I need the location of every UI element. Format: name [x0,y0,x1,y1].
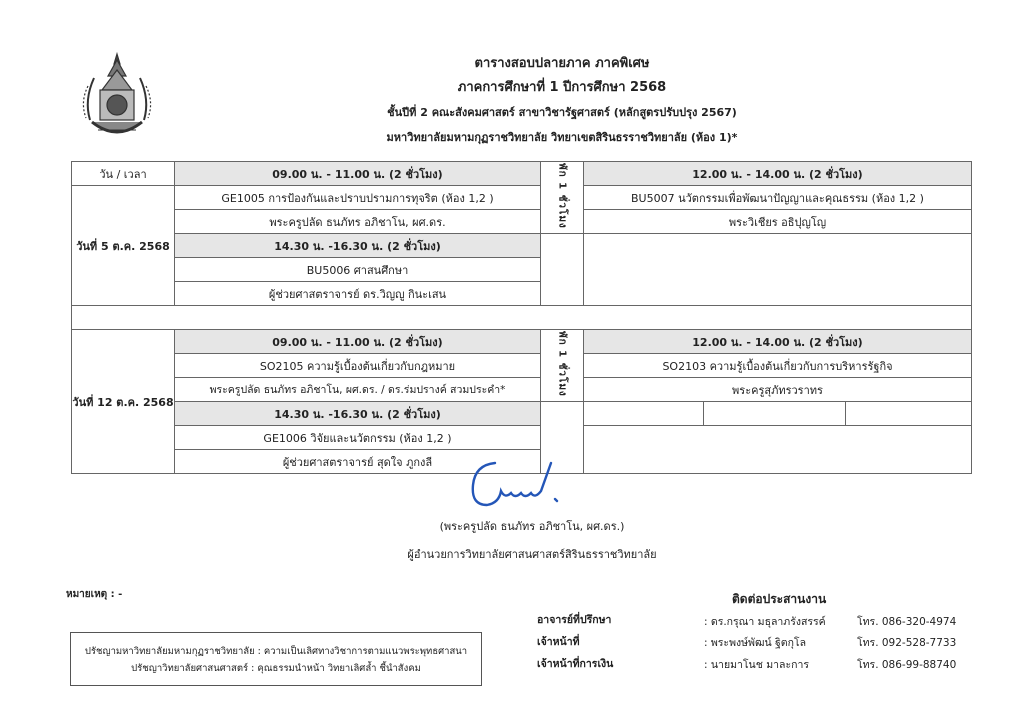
contact-name: : ดร.กรุณา มธุลาภรังสรรค์ [704,616,826,628]
university-philosophy: ปรัชญามหาวิทยาลัยมหามกุฏราชวิทยาลัย : ความเป็นเลิศทางวิชาการตามแนวพระพุทธศาสนา [84,646,468,657]
instructor-name: ผู้ช่วยศาสตราจารย์ สุดใจ ภูกงลี [175,450,541,474]
instructor-name: พระครูปลัด ธนภัทร อภิชาโน, ผศ.ดร. [175,210,541,234]
note: หมายเหตุ : - [66,589,123,600]
time-slot-afternoon: 14.30 น. -16.30 น. (2 ชั่วโมง) [175,234,541,258]
course-name: SO2105 ความรู้เบื้องต้นเกี่ยวกับกฎหมาย [175,354,541,378]
empty-cell [541,234,584,306]
exam-date: วันที่ 5 ต.ค. 2568 [72,186,175,306]
contact-phone: โทร. 086-99-88740 [857,659,957,671]
course-name: BU5006 ศาสนศึกษา [175,258,541,282]
instructor-name: ผู้ช่วยศาสตราจารย์ ดร.วิญญู กินะเสน [175,282,541,306]
empty-cell [584,426,972,474]
contact-phone: โทร. 086-320-4974 [857,616,957,628]
empty-cell [584,402,704,426]
contact-phone: โทร. 092-528-7733 [857,637,957,649]
program-line: ชั้นปีที่ 2 คณะสังคมศาสตร์ สาขาวิชารัฐศาสตร์ (หลักสูตรปรับปรุง 2567) [387,106,737,119]
signatory-position: ผู้อำนวยการวิทยาลัยศาสนศาสตร์สิรินธรราชวิทยาลัย [407,548,657,561]
course-name: GE1006 วิจัยและนวัตกรรม (ห้อง 1,2 ) [175,426,541,450]
exam-date: วันที่ 12 ต.ค. 2568 [72,330,175,474]
campus-line: มหาวิทยาลัยมหามกุฏราชวิทยาลัย วิทยาเขตสิรินธรราชวิทยาลัย (ห้อง 1)* [386,131,738,144]
contact-role: เจ้าหน้าที่ [537,636,580,648]
page-title: ตารางสอบปลายภาค ภาคพิเศษ [474,56,650,71]
break-column [541,330,584,402]
break-label: พัก 1 ชั่วโมง [556,163,568,229]
course-name: SO2103 ความรู้เบื้องต้นเกี่ยวกับการบริหารรัฐกิจ [584,354,972,378]
time-slot-morning: 09.00 น. - 11.00 น. (2 ชั่วโมง) [175,162,541,186]
time-slot-noon: 12.00 น. - 14.00 น. (2 ชั่วโมง) [584,162,972,186]
signatory-name: (พระครูปลัด ธนภัทร อภิชาโน, ผศ.ดร.) [439,520,625,533]
instructor-name: พระครูสุภัทรวราทร [584,378,972,402]
time-slot-afternoon: 14.30 น. -16.30 น. (2 ชั่วโมง) [175,402,541,426]
philosophy-box [70,632,482,686]
empty-cell [704,402,846,426]
course-name: GE1005 การป้องกันและปราบปรามการทุจริต (ห้อง 1,2 ) [175,186,541,210]
instructor-name: พระวิเชียร อธิปุญโญ [584,210,972,234]
time-slot-morning: 09.00 น. - 11.00 น. (2 ชั่วโมง) [175,330,541,354]
empty-cell [846,402,972,426]
contact-name: : นายมาโนช มาละการ [704,659,809,671]
course-name: BU5007 นวัตกรรมเพื่อพัฒนาปัญญาและคุณธรรม (ห้อง 1,2 ) [584,186,972,210]
column-header-day-time: วัน / เวลา [72,162,175,186]
break-column [541,162,584,234]
college-philosophy: ปรัชญาวิทยาลัยศาสนศาสตร์ : คุณธรรมนำหน้า วิทยาเลิศล้ำ ชี้นำสังคม [131,663,421,674]
contact-title: ติดต่อประสานงาน [732,592,827,606]
signature-icon [455,455,585,515]
time-slot-noon: 12.00 น. - 14.00 น. (2 ชั่วโมง) [584,330,972,354]
empty-cell [584,234,972,306]
exam-schedule-table [71,161,972,474]
contact-role: อาจารย์ที่ปรึกษา [537,614,612,626]
break-label: พัก 1 ชั่วโมง [556,331,568,397]
contact-name: : พระพงษ์พัฒน์ ฐิตกุโล [704,637,807,649]
instructor-name: พระครูปลัด ธนภัทร อภิชาโน, ผศ.ดร. / ดร.ร่มปรางค์ สวมประคำ* [175,378,541,402]
semester-title: ภาคการศึกษาที่ 1 ปีการศึกษา 2568 [457,80,667,95]
separator-row [72,306,972,330]
contact-role: เจ้าหน้าที่การเงิน [537,658,614,670]
